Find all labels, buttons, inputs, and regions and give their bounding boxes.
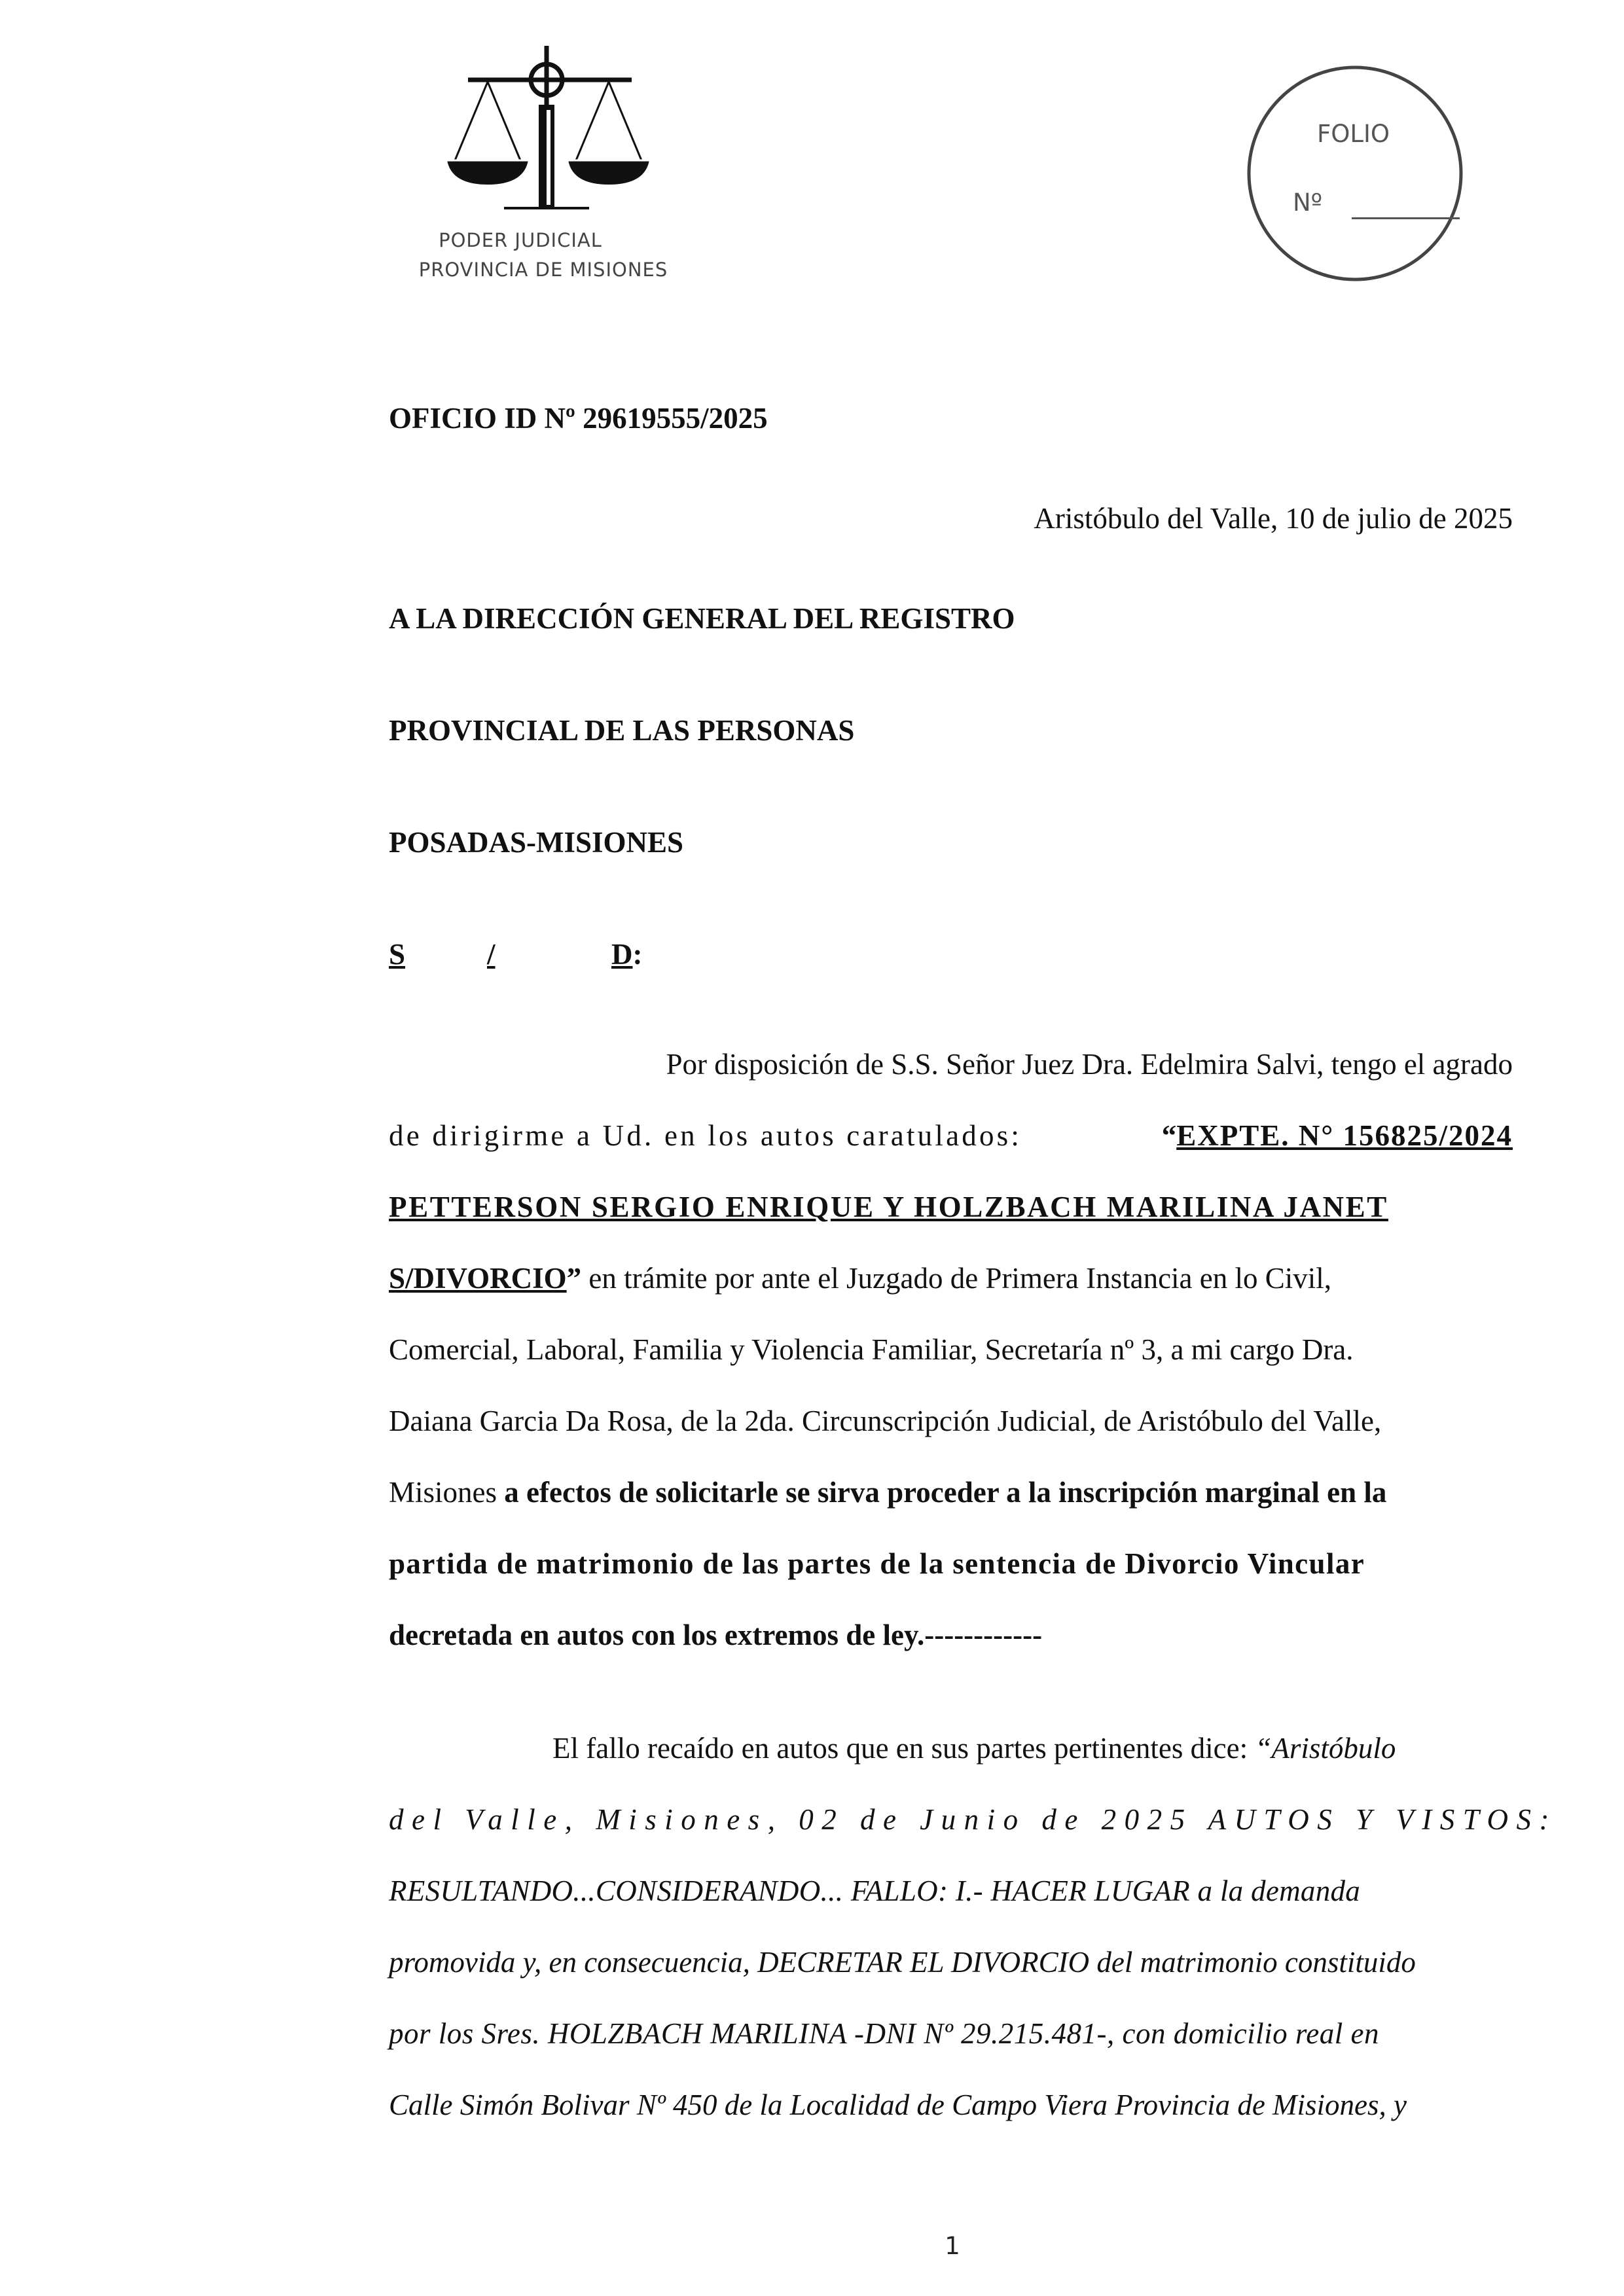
- p1-line-2-text: de dirigirme a Ud. en los autos caratulados:: [389, 1119, 1022, 1152]
- salutation: [389, 937, 643, 973]
- place-date: Aristóbulo del Valle, 10 de julio de 2025: [1034, 502, 1513, 535]
- logo-line-2: PROVINCIA DE MISIONES: [418, 259, 668, 281]
- p1-line-7-b: a efectos de solicitarle se sirva proceder a la inscripción marginal en la: [504, 1476, 1387, 1509]
- p1-line-8: partida de matrimonio de las partes de la sentencia de Divorcio Vincular: [389, 1547, 1365, 1580]
- p1-line-7-a: Misiones: [389, 1476, 497, 1509]
- p1-line-2: [389, 1118, 1513, 1189]
- folio-number-blank: [1352, 217, 1460, 219]
- folio-number-label: Nº: [1293, 188, 1323, 217]
- p1-line-1: Por disposición de S.S. Señor Juez Dra. Edelmira Salvi, tengo el agrado: [666, 1048, 1513, 1081]
- salutation-slash: /: [487, 938, 496, 971]
- p2-line-6: Calle Simón Bolivar Nº 450 de la Localidad de Campo Viera Provincia de Misiones, y: [389, 2089, 1407, 2121]
- recipient-line-2: PROVINCIAL DE LAS PERSONAS: [389, 714, 855, 747]
- folio-label: FOLIO: [1317, 120, 1390, 148]
- folio-circle-icon: [1244, 62, 1466, 285]
- close-quote: ”: [566, 1262, 582, 1295]
- p2-line-4: promovida y, en consecuencia, DECRETAR EL DIVORCIO del matrimonio constituido: [389, 1946, 1416, 1979]
- p2-line-3: RESULTANDO...CONSIDERANDO... FALLO: I.- HACER LUGAR a la demanda: [389, 1874, 1361, 1907]
- salutation-s: S: [389, 938, 406, 971]
- p2-line-1-a: El fallo recaído en autos que en sus partes pertinentes dice:: [552, 1732, 1248, 1765]
- p1-line-6: Daiana Garcia Da Rosa, de la 2da. Circunscripción Judicial, de Aristóbulo del Valle,: [389, 1405, 1382, 1437]
- p2-line-1-b: “Aristóbulo: [1255, 1732, 1396, 1765]
- recipient-line-3: POSADAS-MISIONES: [389, 826, 684, 859]
- p1-line-5: Comercial, Laboral, Familia y Violencia Familiar, Secretaría nº 3, a mi cargo Dra.: [389, 1333, 1354, 1366]
- p1-line-7: [389, 1475, 1513, 1546]
- open-quote: “: [1161, 1119, 1177, 1152]
- scales-of-justice-icon: [442, 39, 651, 223]
- paragraph-1: [389, 1047, 1513, 1689]
- p1-line-9: decretada en autos con los extremos de ley.------------: [389, 1619, 1043, 1651]
- p1-line-4: [389, 1261, 1513, 1332]
- page-number: 1: [945, 2232, 960, 2260]
- recipient-line-1: A LA DIRECCIÓN GENERAL DEL REGISTRO: [389, 602, 1015, 635]
- logo-line-1: PODER JUDICIAL: [439, 229, 602, 251]
- case-number: EXPTE. N° 156825/2024: [1176, 1119, 1513, 1152]
- folio-stamp: [1244, 62, 1466, 285]
- p1-line-4-text: en trámite por ante el Juzgado de Primera Instancia en lo Civil,: [588, 1262, 1332, 1295]
- salutation-colon: :: [632, 938, 643, 971]
- case-subject: S/DIVORCIO: [389, 1262, 567, 1295]
- document-title: OFICIO ID Nº 29619555/2025: [389, 402, 768, 435]
- p1-line-3: PETTERSON SERGIO ENRIQUE Y HOLZBACH MARILINA JANET: [389, 1191, 1388, 1223]
- salutation-d: D: [611, 938, 633, 971]
- court-logo: [406, 39, 681, 288]
- p2-line-2: del Valle, Misiones, 02 de Junio de 2025 AUTOS Y VISTOS:: [389, 1803, 1557, 1836]
- p2-line-1: [389, 1731, 1513, 1802]
- p2-line-5: por los Sres. HOLZBACH MARILINA -DNI Nº 29.215.481-, con domicilio real en: [389, 2017, 1379, 2050]
- p1-line-2-case: [1162, 1118, 1513, 1189]
- paragraph-2: [389, 1731, 1557, 2159]
